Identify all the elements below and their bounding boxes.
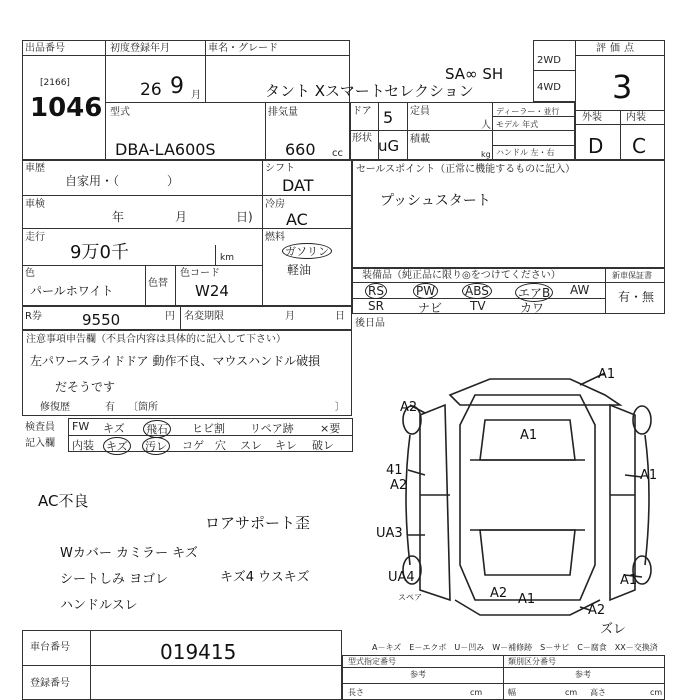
inspection-month: 月 [175, 210, 188, 224]
shift-value: DAT [282, 176, 314, 195]
repair-close: 〕 [335, 402, 345, 413]
fuel-label: 燃料 [265, 232, 285, 243]
repair-label: 修復歴 [40, 402, 70, 413]
cc-unit: cc [332, 148, 343, 159]
color-code-value: W24 [195, 282, 229, 300]
history-label: 車歴 [25, 163, 45, 174]
score-value: 3 [612, 68, 633, 106]
inspector-item: 破レ [312, 439, 334, 452]
shift-label: シフト [265, 163, 295, 174]
lot-label: 出品番号 [25, 43, 65, 54]
diagram-mark-a2-bottom-right: A2 [588, 603, 606, 618]
comment-rear-support: ロアサポート歪 [205, 514, 311, 532]
mileage-unit: km [220, 253, 234, 263]
drive-2wd: 2WD [537, 55, 561, 66]
diagram-mark-a2-bottom: A2 [490, 586, 508, 601]
color-label: 色 [25, 268, 35, 279]
car-damage-diagram [380, 365, 670, 630]
inspector-item: キズ [103, 437, 131, 455]
diagram-mark-ua4: UA4 [388, 570, 415, 585]
kg-unit: kg [481, 150, 491, 159]
reg-month: 9 [170, 74, 184, 99]
notes-line-1: 左パワースライドドア 動作不良、マウスハンドル破損 [30, 354, 321, 368]
inspection-year: 年 [112, 210, 125, 224]
inspection-day: 日) [236, 210, 253, 224]
repair-value: 有 [105, 402, 115, 413]
warranty-label: 新車保証書 [612, 271, 652, 280]
ext-value: D [588, 134, 604, 158]
name-change-label: 名変期限 [184, 311, 224, 322]
car-name: タント Xスマートセレクション [265, 82, 474, 100]
ext-label: 外装 [582, 112, 602, 123]
warranty-value: 有・無 [618, 290, 655, 304]
diagram-mark-a1-bottom: A1 [518, 592, 536, 607]
capacity-label: 定員 [410, 106, 430, 117]
displacement-label: 排気量 [268, 107, 298, 118]
fuel-diesel: 軽油 [287, 263, 312, 277]
ac-label: 冷房 [265, 199, 285, 210]
equipment-label: 装備品（純正品に限り◎をつけてください） [362, 270, 561, 281]
inspector-item: コゲ [182, 439, 204, 452]
notes-label: 注意事項申告欄（不具合内容は具体的に記入して下さい） [26, 334, 286, 345]
lot-code: [2166] [40, 78, 70, 88]
ac-value: AC [286, 210, 308, 229]
diagram-mark-zure: ズレ [600, 622, 627, 637]
lot-number: 1046 [30, 93, 103, 123]
inspector-item: FW [72, 420, 90, 433]
load-label: 積載 [410, 134, 430, 145]
history-value: 自家用・（ ） [65, 174, 180, 188]
type-cert-label: 型式指定番号 [348, 657, 396, 666]
month-unit: 月 [191, 90, 201, 101]
fuel-gasoline: ガソリン [285, 245, 329, 258]
diagram-mark-a1-right: A1 [640, 468, 658, 483]
notes-line-2: だそうです [55, 380, 116, 394]
inspector-item: 内装 [72, 439, 94, 452]
class-label: 類別区分番号 [508, 657, 556, 666]
model-year-label: モデル 年式 [496, 120, 539, 129]
inspector-item: スレ [240, 439, 262, 452]
comment-ac: AC不良 [38, 492, 89, 510]
diagram-mark-a2-left-mid: A2 [390, 478, 408, 493]
equipment-item: RS [365, 283, 387, 299]
width-cm: cm [565, 688, 578, 697]
equipment-item: TV [470, 299, 486, 313]
diagram-mark-ua3: UA3 [376, 526, 403, 541]
int-value: C [632, 134, 646, 158]
first-reg-label: 初度登録年月 [110, 43, 170, 54]
model-value: DBA-LA600S [115, 140, 216, 159]
comment-seat: シートしみ ヨゴレ [60, 572, 169, 587]
chassis-value: 019415 [160, 640, 237, 664]
equipment-item: PW [413, 283, 438, 299]
length-cm: cm [470, 688, 483, 697]
comment-handle: ハンドルスレ [60, 598, 138, 613]
mileage-value: 9万0千 [70, 242, 129, 263]
reg-label: 登録番号 [30, 678, 70, 689]
recycle-value: 9550 [82, 311, 121, 329]
inspector-item: リペア跡 [250, 422, 294, 435]
inspector-item: ×要 [320, 422, 341, 435]
inspector-item: ヒビ割 [192, 422, 225, 435]
comment-w-cover: Wカバー カミラー キズ [60, 546, 198, 561]
diagram-mark-a2-top-left: A2 [400, 400, 418, 415]
inspector-label-2: 記入欄 [25, 438, 55, 449]
diagram-mark-a1-top: A1 [598, 367, 616, 382]
mileage-label: 走行 [25, 232, 45, 243]
length-label: 長さ [348, 688, 364, 697]
color-code-label: 色コード [180, 268, 220, 279]
color-value: パールホワイト [30, 284, 114, 298]
inspector-item: 穴 [215, 439, 226, 452]
color-change-label: 色替 [148, 278, 168, 289]
doors-value: 5 [383, 108, 394, 127]
equipment-item: ナビ [418, 301, 443, 315]
diagram-mark-sub: スペア [398, 593, 422, 602]
ref-label: 参考 [410, 670, 426, 679]
equipment-item: ABS [462, 283, 492, 299]
ref2-label: 参考 [575, 670, 591, 679]
inspection-label: 車検 [25, 199, 45, 210]
chassis-label: 車台番号 [30, 642, 70, 653]
recycle-label: R券 [25, 311, 42, 322]
legend: A－キズ E－エクボ U－凹み W－補修跡 S－サビ C－腐食 XX－交換済 [372, 643, 658, 652]
comment-scratch: キズ4 ウスキズ [220, 570, 310, 585]
inspector-label-1: 検査員 [25, 422, 55, 433]
displacement-value: 660 [285, 140, 316, 159]
drive-4wd: 4WD [537, 82, 561, 93]
shape-label: 形状 [352, 133, 372, 144]
doors-label: ドア [352, 106, 372, 117]
car-grade-label: 車名・グレード [208, 43, 278, 54]
equipment-item: AW [570, 283, 590, 297]
inspector-item: キレ [275, 439, 297, 452]
repair-spot: 〔箇所 [128, 402, 158, 413]
shape-value: uG [378, 137, 400, 155]
inspector-item: 飛石 [143, 420, 171, 438]
diagram-mark-a1-right-low: A1 [620, 573, 638, 588]
rear-seat-label: 後日品 [355, 318, 385, 329]
equipment-item: カワ [520, 301, 545, 315]
sales-point-text: プッシュスタート [380, 193, 491, 209]
name-change-month: 月 [285, 311, 295, 322]
person-unit: 人 [481, 120, 491, 131]
inspector-item: キズ [103, 422, 125, 435]
equipment-item: SR [368, 299, 384, 313]
model-label: 型式 [110, 107, 130, 118]
name-change-day: 日 [335, 311, 345, 322]
yen-unit: 円 [165, 311, 175, 322]
score-label: 評価点 [596, 43, 638, 54]
width-label: 幅 [508, 688, 516, 697]
grade: SA∞ SH [445, 65, 504, 83]
int-label: 内装 [626, 112, 646, 123]
height-cm: cm [650, 688, 663, 697]
reg-year: 26 [140, 80, 162, 100]
diagram-mark-a1-roof: A1 [520, 428, 538, 443]
inspector-item: 汚レ [142, 437, 170, 455]
diagram-mark-a1-left-mid: 41 [386, 463, 403, 478]
sales-point-label: セールスポイント（正常に機能するものに記入） [356, 164, 576, 175]
sales-point-box [352, 160, 665, 268]
dealer-label: ディーラー・並行 [496, 107, 560, 116]
equipment-item: エアB [515, 283, 553, 302]
handle-label: ハンドル 左・右 [496, 148, 555, 157]
height-label: 高さ [590, 688, 606, 697]
